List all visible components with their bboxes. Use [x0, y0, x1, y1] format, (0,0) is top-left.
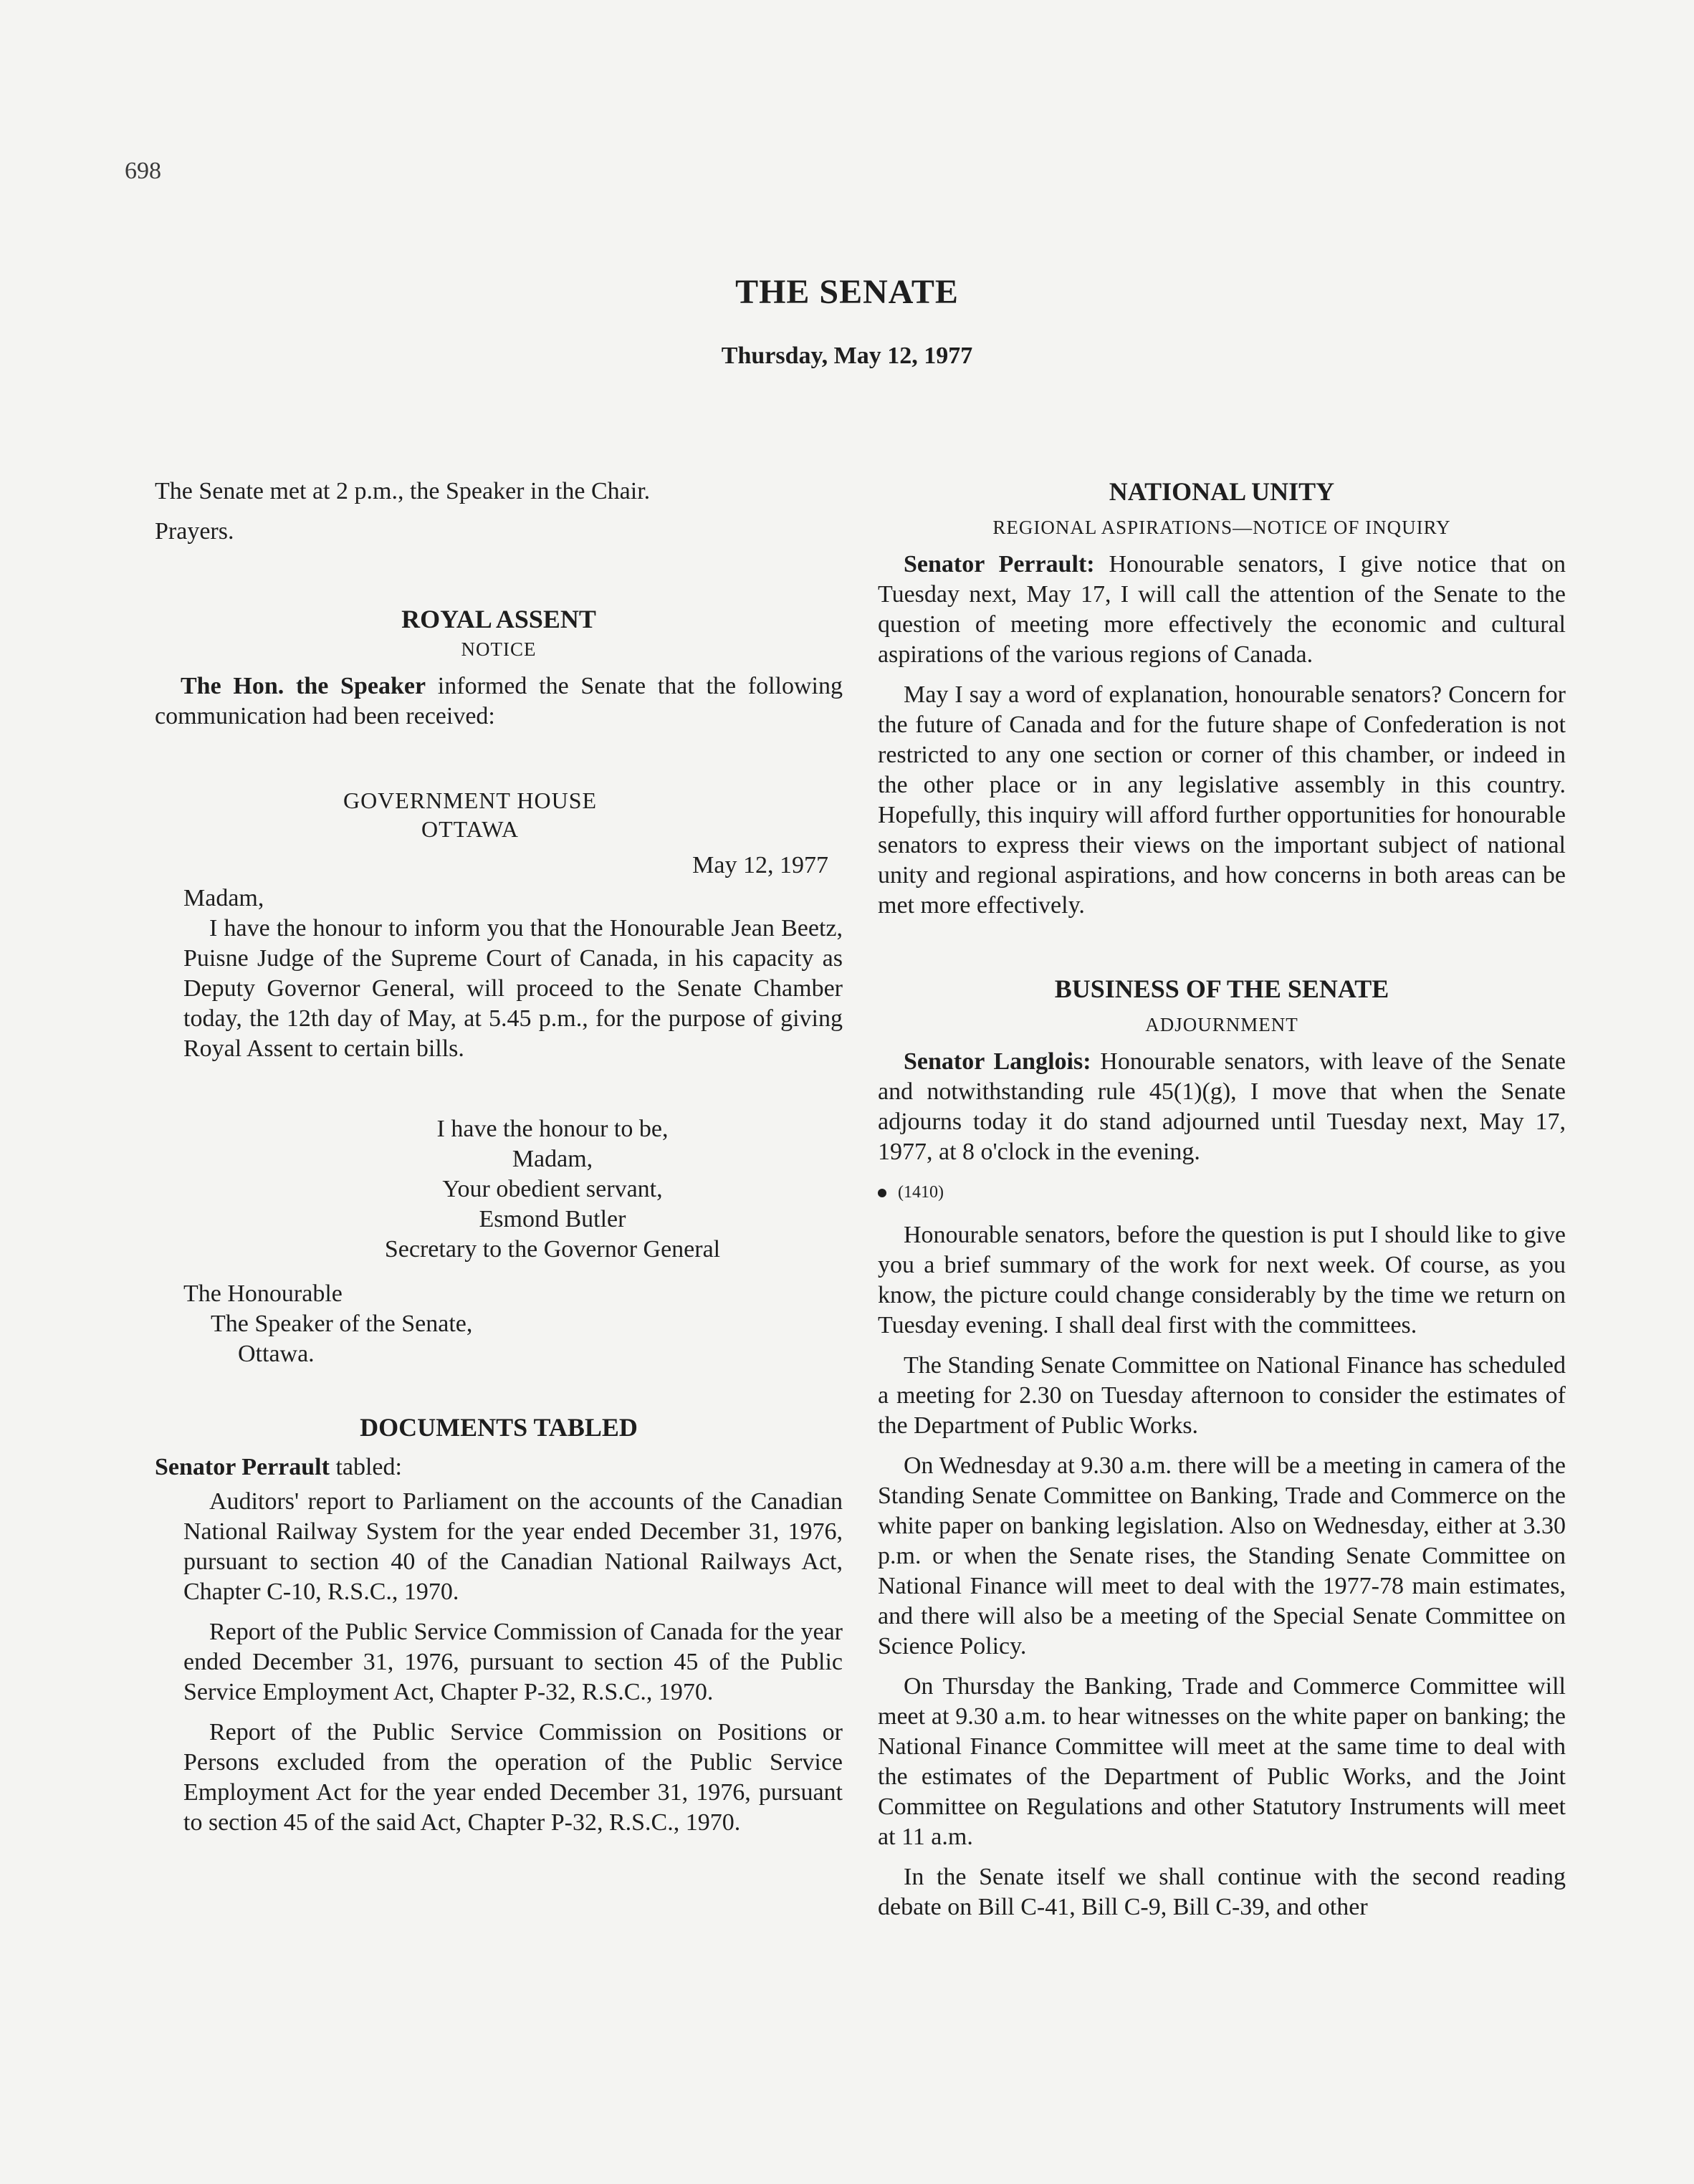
speaker-intro — [155, 671, 843, 732]
prayers-line: Prayers. — [155, 518, 234, 545]
national-unity-p1-text: Honourable senators, I give notice that on Tuesday next, May 17, I will call the attention of the Senate to the question of meeting more effectively the economic and cultural aspirations of the various regions of Canada. — [878, 551, 1566, 668]
national-unity-p1 — [878, 550, 1566, 670]
document-item: Report of the Public Service Commission of Canada for the year ended December 31, 1976, pursuant to section 45 of the Public Service Employment Act, Chapter P-32, R.S.C., 1970. — [183, 1619, 843, 1705]
document-item: Auditors' report to Parliament on the accounts of the Canadian National Railway System for the year ended December 31, 1976, pursuant to section 40 of the Canadian National Railways Act, Chapter C-10, R.S.C., 1970. — [183, 1488, 843, 1605]
national-unity-heading: NATIONAL UNITY — [1109, 477, 1335, 506]
national-unity-speaker: Senator Perrault: — [904, 551, 1095, 578]
page-title: THE SENATE — [735, 273, 959, 311]
time-stamp — [878, 1177, 1566, 1207]
letter — [155, 786, 843, 1369]
business-p6: In the Senate itself we shall continue with the second reading debate on Bill C-41, Bill C-9, Bill C-39, and other — [878, 1864, 1566, 1920]
documents-intro-text: tabled: — [335, 1454, 402, 1480]
business-p2: Honourable senators, before the question is put I should like to give you a brief summary of the work for next week. Of course, as you know, the picture could change considerably by the time we return on Tuesday evening. I shall deal first with the committees. — [878, 1222, 1566, 1338]
documents-list — [155, 1487, 843, 1838]
letter-addressee2: The Speaker of the Senate, — [211, 1311, 473, 1337]
bullet-dot-icon — [878, 1189, 886, 1197]
royal-assent-subheading: NOTICE — [461, 638, 537, 660]
letter-body: I have the honour to inform you that the Honourable Jean Beetz, Puisne Judge of the Supreme Court of Canada, in his capacity as Deputy Governor General, will proceed to the Senate Chamber today, the 12th day of May, at 5.45 p.m., for the purpose of giving Royal Assent to certain bills. — [183, 915, 843, 1062]
page-number: 698 — [125, 158, 161, 184]
business-p5: On Thursday the Banking, Trade and Commerce Committee will meet at 9.30 a.m. to hear witnesses on the white paper on banking; the National Finance Committee will meet at the same time to deal with the estimates of the Department of Public Works, and the Joint Committee on Regulations and other Statutory Instruments will meet at 11 a.m. — [878, 1673, 1566, 1850]
business-p1 — [878, 1047, 1566, 1167]
documents-speaker: Senator Perrault — [155, 1454, 330, 1480]
royal-assent-heading: ROYAL ASSENT — [401, 605, 596, 633]
speaker-intro-text: informed the Senate that the following communication had been received: — [155, 673, 843, 729]
letter-salutation: Madam, — [183, 885, 264, 911]
business-subheading: ADJOURNMENT — [1145, 1014, 1298, 1035]
national-unity-p2: May I say a word of explanation, honourable senators? Concern for the future of Canada and for the future shape of Confederation is not restricted to any one section or corner of this chamber, or indeed in the other place or in any legislative assembly in this country. Hopefully, this inquiry will afford further opportunities for honourable senators to express their views on the important subject of national unity and regional aspirations, and how concerns in both areas can be met more effectively. — [878, 681, 1566, 919]
business-p3: The Standing Senate Committee on National Finance has scheduled a meeting for 2.30 on Tuesday afternoon to consider the estimates of the Department of Public Works. — [878, 1352, 1566, 1439]
letter-closing2: Madam, — [512, 1146, 593, 1172]
business-heading: BUSINESS OF THE SENATE — [1054, 974, 1389, 1003]
business-speaker: Senator Langlois: — [904, 1048, 1091, 1075]
time-stamp-text: (1410) — [898, 1183, 944, 1202]
document-item: Report of the Public Service Commission on Positions or Persons excluded from the operation of the Public Service Employment Act for the year ended December 31, 1976, pursuant to section 45 of the said Act, Chapter P-32, R.S.C., 1970. — [183, 1719, 843, 1836]
letter-addressee3: Ottawa. — [238, 1341, 315, 1367]
speaker-name: The Hon. the Speaker — [181, 673, 426, 699]
letter-signer-title: Secretary to the Governor General — [384, 1236, 721, 1263]
letter-date: May 12, 1977 — [692, 852, 828, 878]
letter-signer: Esmond Butler — [479, 1206, 626, 1232]
business-p1-text: Honourable senators, with leave of the Senate and notwithstanding rule 45(1)(g), I move that when the Senate adjourns today it do stand adjourned until Tuesday next, May 17, 1977, at 8 o'clock in the evening. — [878, 1048, 1566, 1165]
opening-line: The Senate met at 2 p.m., the Speaker in the Chair. — [155, 478, 651, 504]
letter-org-line1: GOVERNMENT HOUSE — [343, 787, 598, 813]
documents-heading: DOCUMENTS TABLED — [360, 1413, 638, 1442]
page-date: Thursday, May 12, 1977 — [721, 343, 973, 369]
letter-org-line2: OTTAWA — [421, 816, 519, 842]
national-unity-subheading: REGIONAL ASPIRATIONS—NOTICE OF INQUIRY — [992, 517, 1451, 538]
letter-closing3: Your obedient servant, — [442, 1176, 663, 1202]
letter-closing1: I have the honour to be, — [436, 1116, 669, 1142]
letter-addressee1: The Honourable — [183, 1280, 343, 1307]
business-p4: On Wednesday at 9.30 a.m. there will be a meeting in camera of the Standing Senate Committee on Banking, Trade and Commerce on the white paper on banking legislation. Also on Wednesday, either at 3.30 p.m. or when the Senate rises, the Standing Senate Committee on National Finance will meet to deal with the 1977-78 main estimates, and there will also be a meeting of the Special Senate Committee on Science Policy. — [878, 1452, 1566, 1659]
left-column — [155, 476, 843, 1848]
documents-intro — [155, 1452, 843, 1483]
right-column — [878, 476, 1566, 1932]
